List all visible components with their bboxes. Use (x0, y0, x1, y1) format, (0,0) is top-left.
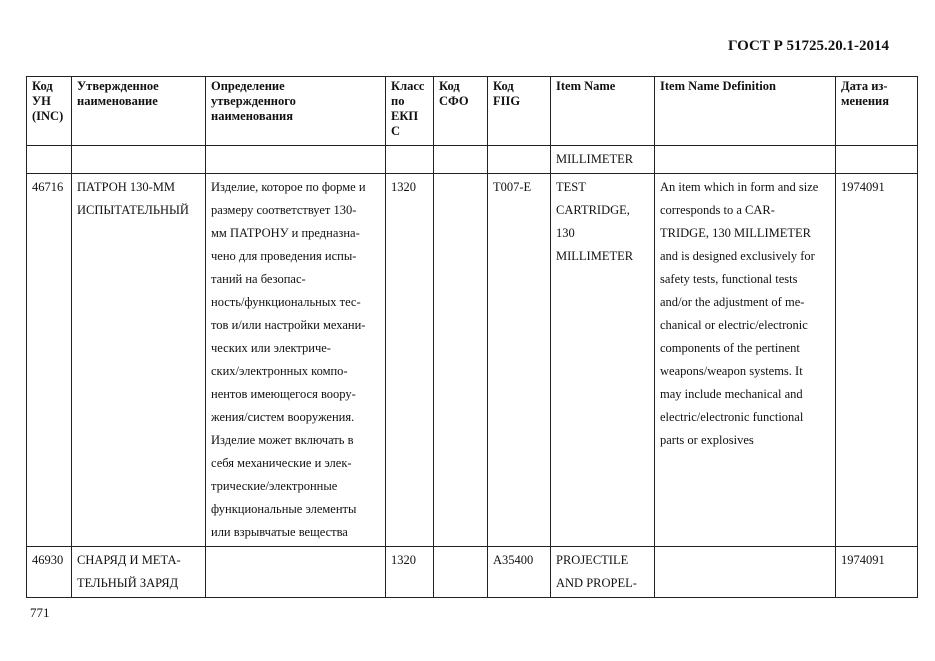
column-header-fiig: Код FIIG (488, 77, 551, 146)
cell-date: 1974091 (836, 547, 918, 598)
table-row (27, 547, 918, 598)
cell-approved-name: ПАТРОН 130-ММ ИСПЫТАТЕЛЬНЫЙ (72, 174, 206, 547)
cell-date: 1974091 (836, 174, 918, 547)
cell-code: 46716 (27, 174, 72, 547)
column-header-definition: Определение утвержденного наименования (206, 77, 386, 146)
cell-fiig: T007-E (488, 174, 551, 547)
column-header-date: Дата из- менения (836, 77, 918, 146)
cell-item-definition (655, 146, 836, 174)
cell-definition (206, 146, 386, 174)
cell-class: 1320 (386, 547, 434, 598)
column-header-code: Код УН (INC) (27, 77, 72, 146)
cell-sfo (434, 146, 488, 174)
cell-approved-name: СНАРЯД И МЕТА- ТЕЛЬНЫЙ ЗАРЯД (72, 547, 206, 598)
table-row (27, 146, 918, 174)
column-header-class: Класс по ЕКП С (386, 77, 434, 146)
cell-definition (206, 547, 386, 598)
cell-code: 46930 (27, 547, 72, 598)
item-names-table (26, 76, 918, 598)
column-header-item-name: Item Name (551, 77, 655, 146)
cell-fiig (488, 146, 551, 174)
column-header-approved-name: Утвержденное наименование (72, 77, 206, 146)
cell-item-definition: An item which in form and size corresponds to a CAR- TRIDGE, 130 MILLIMETER and is designed exclusively for safety tests, functional tests and/or the adjustment of me- chanical or electric/electronic components of the pertinent weapons/weapon systems. It may include mechanical and electric/electronic functional parts or explosives (655, 174, 836, 547)
cell-code (27, 146, 72, 174)
cell-item-name: TEST CARTRIDGE, 130 MILLIMETER (551, 174, 655, 547)
cell-sfo (434, 547, 488, 598)
page-number: 771 (30, 605, 50, 620)
cell-definition: Изделие, которое по форме и размеру соответствует 130- мм ПАТРОНУ и предназна- чено для проведения испы- таний на безопас- ность/функциональных тес- тов и/или настройки механи- ческих или электриче- ских/электронных компо- нентов имеющегося воору- жения/систем вооружения. Изделие может включать в себя механические и элек- трические/электронные функциональные элементы или взрывчатые вещества (206, 174, 386, 547)
table-header-row (27, 77, 918, 146)
column-header-sfo: Код СФО (434, 77, 488, 146)
cell-item-definition (655, 547, 836, 598)
column-header-item-definition: Item Name Definition (655, 77, 836, 146)
cell-class (386, 146, 434, 174)
cell-item-name: MILLIMETER (551, 146, 655, 174)
cell-sfo (434, 174, 488, 547)
table-row (27, 174, 918, 547)
cell-approved-name (72, 146, 206, 174)
cell-class: 1320 (386, 174, 434, 547)
cell-item-name: PROJECTILE AND PROPEL- (551, 547, 655, 598)
document-standard-header: ГОСТ Р 51725.20.1-2014 (727, 38, 889, 54)
cell-date (836, 146, 918, 174)
cell-fiig: A35400 (488, 547, 551, 598)
